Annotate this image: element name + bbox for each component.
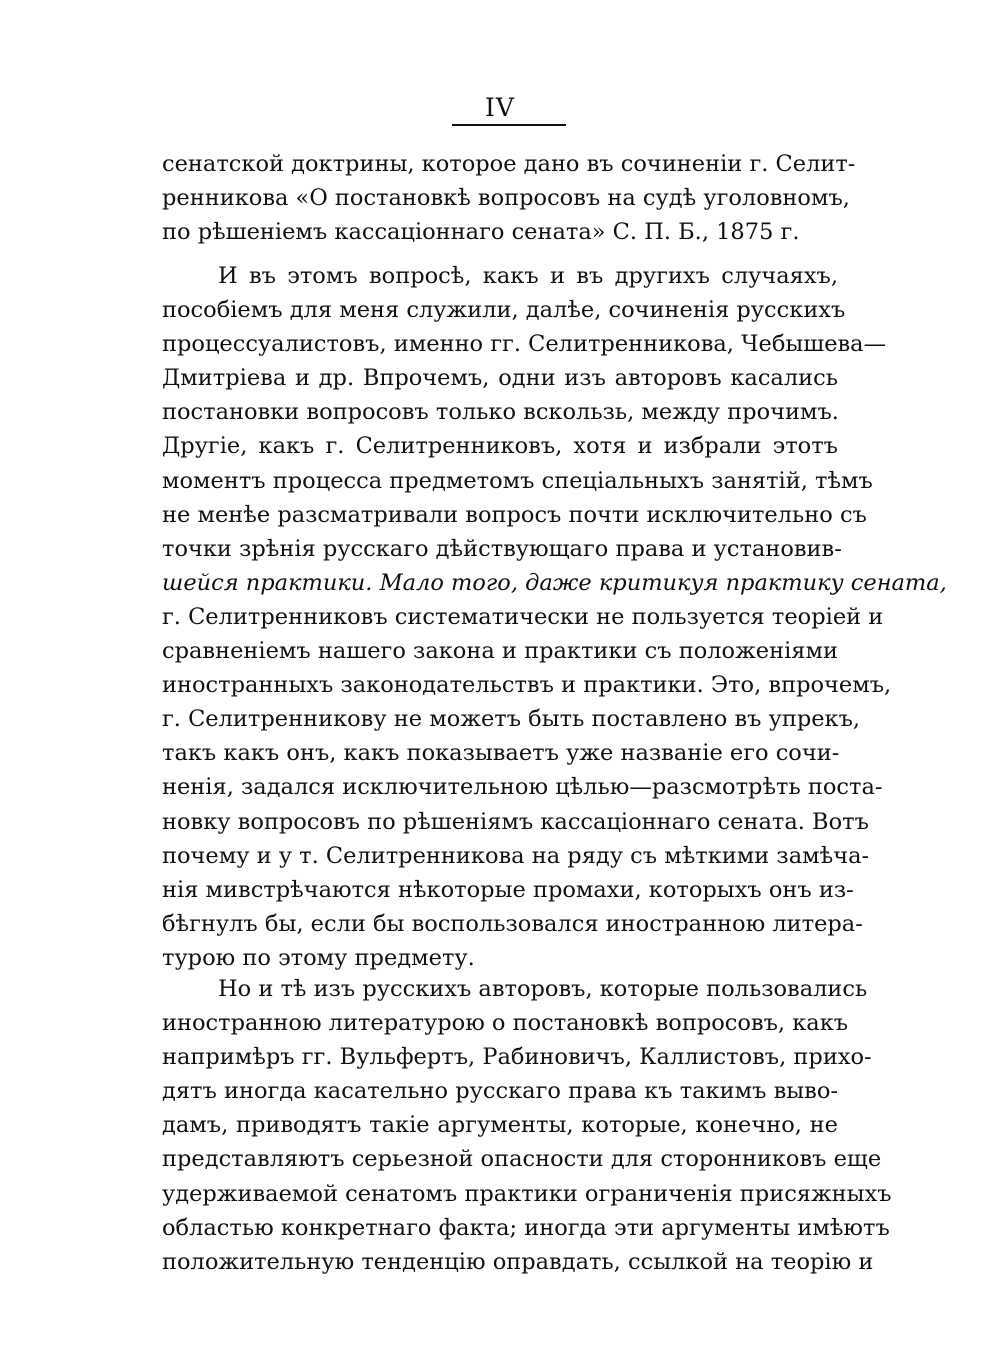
text-line: напримѣръ гг. Вульфертъ, Рабиновичъ, Каллистовъ, прихо- bbox=[162, 1044, 872, 1071]
text-line: не менѣе разсматривали вопросъ почти исключительно съ bbox=[162, 501, 867, 528]
text-line: представляютъ серьезной опасности для сторонниковъ еще bbox=[162, 1146, 882, 1173]
paragraph-1 bbox=[162, 147, 856, 249]
text-line: нія мивстрѣчаются нѣкоторые промахи, которыхъ онъ из- bbox=[162, 876, 854, 903]
page-number: IV bbox=[485, 93, 515, 122]
text-line: новку вопросовъ по рѣшеніямъ кассаціоннаго сената. Вотъ bbox=[162, 808, 869, 835]
header-rule bbox=[452, 124, 566, 126]
text-line: сравненіемъ нашего закона и практики съ положеніями bbox=[162, 638, 838, 665]
text-line: по рѣшеніемъ кассаціоннаго сената» С. П. Б., 1875 г. bbox=[162, 219, 800, 246]
text-line: Но и тѣ изъ русскихъ авторовъ, которые пользовались bbox=[218, 976, 868, 1002]
text-line-italic: шейся практики. Мало того, даже критикуя практику сената, bbox=[162, 569, 947, 596]
paragraph-3 bbox=[162, 972, 892, 1279]
text-line: иностранныхъ законодательствъ и практики. Это, впрочемъ, bbox=[162, 672, 892, 699]
text-line: Другіе, какъ г. Селитренниковъ, хотя и избрали этотъ bbox=[162, 433, 838, 460]
text-line: такъ какъ онъ, какъ показываетъ уже названіе его сочи- bbox=[162, 740, 840, 767]
text-line: г. Селитренниковъ систематически не пользуется теоріей и bbox=[162, 603, 884, 630]
text-line: ренникова «О постановкѣ вопросовъ на судѣ уголовномъ, bbox=[162, 185, 850, 212]
text-line: бѣгнулъ бы, если бы воспользовался иностранною литера- bbox=[162, 910, 863, 937]
text-line: моментъ процесса предметомъ спеціальныхъ занятій, тѣмъ bbox=[162, 467, 873, 494]
text-line: постановки вопросовъ только вскользь, между прочимъ. bbox=[162, 399, 839, 426]
text-line: Дмитріева и др. Впрочемъ, одни изъ авторовъ касались bbox=[162, 365, 838, 392]
text-line: иностранною литературою о постановкѣ вопросовъ, какъ bbox=[162, 1010, 849, 1037]
text-line: точки зрѣнія русскаго дѣйствующаго права и установив- bbox=[162, 535, 842, 562]
text-line: процессуалистовъ, именно гг. Селитренникова, Чебышева— bbox=[162, 331, 887, 358]
text-line: сенатской доктрины, которое дано въ сочиненіи г. Селит- bbox=[162, 151, 856, 177]
text-line: положительную тенденцію оправдать, ссылкой на теорію и bbox=[162, 1248, 874, 1275]
text-line: дятъ иногда касательно русскаго права къ такимъ выво- bbox=[162, 1078, 838, 1105]
text-line: удерживаемой сенатомъ практики ограниченія присяжныхъ bbox=[162, 1180, 892, 1207]
text-line: пособіемъ для меня служили, далѣе, сочиненія русскихъ bbox=[162, 297, 846, 324]
text-line: областью конкретнаго факта; иногда эти аргументы имѣютъ bbox=[162, 1214, 890, 1241]
text-line: турою по этому предмету. bbox=[162, 944, 475, 971]
text-line: почему и у т. Селитренникова на ряду съ мѣткими замѣча- bbox=[162, 842, 870, 869]
text-line: И въ этомъ вопросѣ, какъ и въ другихъ случаяхъ, bbox=[218, 263, 838, 289]
text-line: г. Селитренникову не можетъ быть поставлено въ упрекъ, bbox=[162, 706, 861, 733]
paragraph-2 bbox=[162, 259, 947, 975]
text-line: ненія, задался исключительною цѣлью—разсмотрѣть поста- bbox=[162, 774, 883, 801]
text-line: дамъ, приводятъ такіе аргументы, которые, конечно, не bbox=[162, 1112, 838, 1139]
